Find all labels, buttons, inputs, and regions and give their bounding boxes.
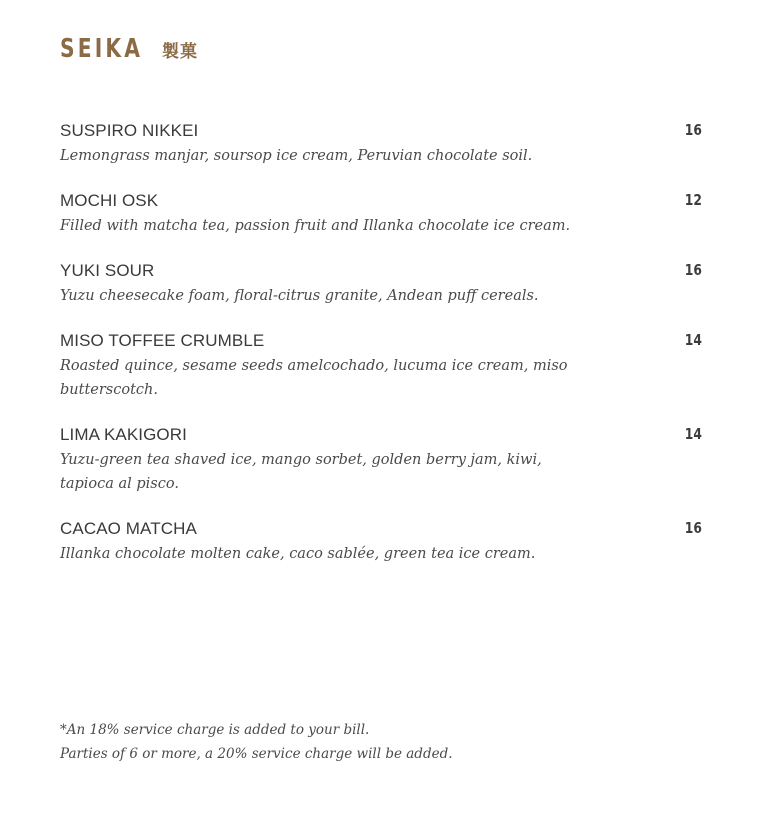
menu-item xyxy=(60,190,704,238)
dessert-menu-list xyxy=(60,120,704,588)
menu-item-description: Roasted quince, sesame seeds amelcochado, lucuma ice cream, miso butterscotch. xyxy=(60,358,568,398)
menu-item-description: Yuzu cheesecake foam, floral-citrus granite, Andean puff cereals. xyxy=(60,288,539,304)
menu-item-name: LIMA KAKIGORI xyxy=(60,425,187,444)
menu-item-price: 14 xyxy=(684,331,702,349)
menu-item-description: Illanka chocolate molten cake, caco sablée, green tea ice cream. xyxy=(60,546,536,562)
service-charge-line: *An 18% service charge is added to your bill. xyxy=(60,722,370,738)
menu-item xyxy=(60,424,704,496)
menu-item-price: 16 xyxy=(684,121,702,139)
menu-item xyxy=(60,330,704,402)
menu-item-price: 16 xyxy=(684,519,702,537)
menu-item-name: CACAO MATCHA xyxy=(60,519,197,538)
brand-subtitle-jp: 製菓 xyxy=(162,42,198,62)
menu-item-name: MOCHI OSK xyxy=(60,191,159,210)
large-party-charge-line: Parties of 6 or more, a 20% service charge will be added. xyxy=(60,746,453,762)
menu-item-name: SUSPIRO NIKKEI xyxy=(60,121,199,140)
menu-item-name: YUKI SOUR xyxy=(60,261,155,280)
menu-item-name: MISO TOFFEE CRUMBLE xyxy=(60,331,265,350)
menu-item-price: 16 xyxy=(684,261,702,279)
menu-item-description: Yuzu-green tea shaved ice, mango sorbet, golden berry jam, kiwi, tapioca al pisco. xyxy=(60,452,542,492)
menu-header xyxy=(60,34,198,70)
menu-item-price: 14 xyxy=(684,425,702,443)
menu-item-description: Filled with matcha tea, passion fruit and Illanka chocolate ice cream. xyxy=(60,218,571,234)
menu-item xyxy=(60,518,704,566)
menu-item xyxy=(60,260,704,308)
service-charge-note xyxy=(60,718,453,766)
menu-item-price: 12 xyxy=(684,191,702,209)
brand-title: SEIKA xyxy=(60,34,144,64)
menu-item xyxy=(60,120,704,168)
menu-item-description: Lemongrass manjar, soursop ice cream, Peruvian chocolate soil. xyxy=(60,148,533,164)
